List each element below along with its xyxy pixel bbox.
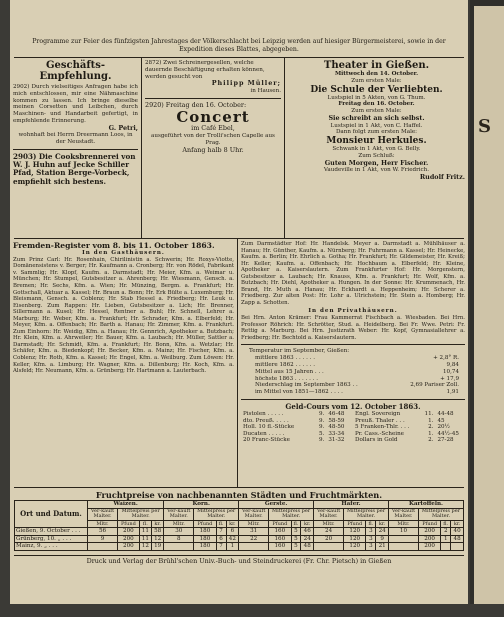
register-text: Zum Prinz Carl: Hr. Rosenhain, Chirilinistin a. Schwerin; Hr. Roxys-Viotte, Domänensistens v. Berger; Hr. Kaufmann a. Cronberg; Hr. von Rödel, Fabrikant v. Sammlig; Hr. Klopf, Kaufm. a. Darmstadt; Hr. Meier, Kfm. a. Weimar u. München; Hr. Stumpel, Gutsbesitzer a. Ahrenberg; Hr. Wiesmann, Gensch. a. Bremen; Hr. Sechs, Kfm. a. Wien; Hr. Münzing, Bergm. a. Frankfurt; Hr. Gottschall, Aktuar a. Kassel; Hr. Braun a. Bonn; Hr. Erk Bülte a. Luxemburg; Hr. Bleismann, Gensch. a. Coblenz; Hr. Stab Hessel a. Friedberg; Hr. Leuk u. Eisenberg. Zum Rappen: Hr. Lieben, Gutsbesitzer a. Lich; Hr. Brenner, Sillermann a. Kusel; Hr. Hessel, Rentner a. Buhl; Hr. Schnell, Lehrer a. Marburg; Hr. Weber, Kfm. a. Frankfurt; Hr. Schrader, Kfm. a. Elberfeld; Hr. Meyer, Kfm. a. Offenbach; Hr. Barth a. Hanau; Hr. Zimmer, Kfm. a. Frankfurt. Zum Einhorn: Hr. Weidig, Kfm. a. Hanau; Hr. Gennrich, Apotheker a. Butzbach; Hr. Klein, Kfm. a. Ahrweiler; Hr. Bauer, Kfm. a. Laubach; Hr. Müller, Sattler a. Darmstadt; Hr. Schmidt, Kfm. a. Frankfurt; Hr. Bonn, Kfm. a. Wetzlar; Hr. Schäfer, Kfm. a. Biedenkopf; Hr. Becker, Kfm. a. Mainz; Hr. Fischer, Kfm. a. Coblenz; Hr. Roth, Kfm. a. Kassel; Hr. Engel, Kfm. a. Weilburg. Zum Löwen: Hr. Keller, Kfm. a. Limburg; Hr. Wagner, Kfm. a. Dillenburg; Hr. Koch, Kfm. a. Alsfeld; Hr. Neumann, Kfm. a. Grünberg; Hr. Hartmann a. Lauterbach. bbox=[13, 256, 234, 375]
ad1-body: 2902) Durch vielseitiges Anfragen habe ich mich entschlossen, mir eine Nähmaschine kommen zu lassen. Ich bringe dieselbe meinen Corsetten und Leibchen, durch Maschinen- und Handarbeit gefertigt, in empfehlende Erinnerung. bbox=[13, 84, 138, 124]
ad5-play2: Sie schreibt an sich selbst. bbox=[328, 113, 425, 122]
fruit-cell: 19 bbox=[151, 543, 163, 551]
ad5-play1: Die Schule der Verliebten. bbox=[310, 84, 443, 95]
divider bbox=[241, 344, 465, 345]
ad5-line4: Freitag den 16. October. bbox=[338, 101, 415, 108]
fruit-cell: 3 bbox=[366, 528, 376, 536]
fruit-unit: Pfund bbox=[269, 520, 291, 528]
gold-row bbox=[241, 431, 353, 438]
weather-value: + 17,9 bbox=[440, 375, 459, 382]
coin-name: Holl. 10 fl.-Stücke bbox=[243, 424, 295, 431]
weather-row bbox=[241, 355, 465, 362]
fruit-section bbox=[10, 488, 468, 551]
weather-value: 2,69 Pariser Zoll. bbox=[410, 382, 459, 389]
fruit-cell: 24 bbox=[301, 535, 314, 543]
coin-sell: 46-48 bbox=[328, 411, 345, 418]
fruit-subheader: Ver-kauft Malter. bbox=[88, 508, 118, 520]
weather-label: Mittel aus 15 Jahren . . . bbox=[255, 368, 324, 375]
newspaper-page bbox=[10, 0, 468, 604]
ad3-body: 2872) Zwei Schreinergesellen, welche dauernde Beschäftigung erhalten können, werden gesucht von bbox=[145, 60, 265, 80]
coin-sell: 31-32 bbox=[328, 437, 345, 444]
coin-name: 20 Franc-Stücke bbox=[243, 437, 290, 444]
fruit-cell: 12 bbox=[151, 535, 163, 543]
register-row bbox=[10, 239, 468, 487]
fruit-cell: 200 bbox=[118, 543, 140, 551]
fruit-cell: 31 bbox=[239, 528, 269, 536]
next-page-sliver bbox=[474, 6, 504, 606]
coin-sell: 27-28 bbox=[437, 437, 454, 444]
fruit-subheader: Ver-kauft Malter. bbox=[239, 508, 269, 520]
fruit-cell: 1 bbox=[441, 535, 451, 543]
fruit-cell: 2 bbox=[441, 528, 451, 536]
fruit-cell: 200 bbox=[418, 528, 440, 536]
fruit-subheader: Mittelpreis per Malter. bbox=[418, 508, 463, 520]
fruit-unit: kr. bbox=[451, 520, 464, 528]
fruit-cell bbox=[164, 543, 194, 551]
weather-row bbox=[241, 382, 465, 389]
ad5-line8: Schwank in 1 Akt, von G. Belly. bbox=[332, 146, 421, 153]
weather-row bbox=[241, 369, 465, 376]
weather-label: im Mittel von 1851—1862 . . . . bbox=[255, 389, 343, 396]
weather-value: 9,84 bbox=[446, 362, 459, 369]
register-sub2: In den Privathäusern. bbox=[308, 308, 398, 315]
fruit-table bbox=[14, 500, 464, 551]
ad5-title: Theater in Gießen. bbox=[323, 60, 430, 71]
fruit-cell bbox=[451, 543, 464, 551]
fruit-row bbox=[15, 528, 464, 536]
coin-buy: 11. bbox=[424, 411, 434, 418]
ad2-text: 2903) Die Cooksbrennerei von W. J. Huhn auf Jecke Schiller Pfad, Station Berge-Vorbeck, empfiehlt sich bestens. bbox=[13, 151, 136, 186]
ad5-line9: Zum Schluß: bbox=[358, 152, 395, 159]
fruit-cell: 24 bbox=[314, 528, 344, 536]
fruit-cell: 40 bbox=[451, 528, 464, 536]
fruit-cell: 200 bbox=[418, 543, 440, 551]
weather-value: 1,91 bbox=[446, 389, 459, 396]
fruit-cell: 1 bbox=[226, 543, 239, 551]
gold-right-table bbox=[353, 411, 465, 444]
fruit-unit: fl. bbox=[139, 520, 151, 528]
weather-label: mittlere 1862 . . . . . . bbox=[255, 362, 316, 369]
gold-tables bbox=[241, 411, 465, 444]
weather-heading: Temperatur im September, Gießen: bbox=[249, 348, 350, 355]
register-right-column bbox=[238, 239, 468, 487]
divider bbox=[145, 98, 281, 99]
fruit-cell: 160 bbox=[269, 543, 291, 551]
register-text3: Bei Hrn. Anton Krämer: Frau Kammerrat Fischbach a. Wiesbaden. Bei Hrn. Professor Röhrich: Hr. Schrötter, Stud. a. Heidelberg. Bei Fr. Wwe. Petri: Fr. Rettig a. Marburg. Bei Hrn. Justizrath Weber: Hr. Kopf, Gymnasiallehrer a. Friedberg; Hr. Bechtold a. Kaiserslautern. bbox=[241, 315, 465, 341]
fruit-cell: 120 bbox=[344, 535, 366, 543]
weather-value: + 2,8° R. bbox=[433, 355, 459, 362]
fruit-subheader: Ver-kauft Malter. bbox=[314, 508, 344, 520]
fruit-subheader: Mittelpreis per Malter. bbox=[194, 508, 239, 520]
fruit-row bbox=[15, 535, 464, 543]
coin-buy: 1. bbox=[428, 430, 434, 437]
fruit-cell: 160 bbox=[269, 535, 291, 543]
fruit-unit: Mltr. bbox=[239, 520, 269, 528]
fruit-cell: 180 bbox=[194, 528, 216, 536]
fruit-unit: kr. bbox=[151, 520, 163, 528]
top-notice: Programme zur Feier des fünfzigsten Jahrestages der Völkerschlacht bei Leipzig werden auf hiesiger Bürgermeisterei, sowie in der Expedition dieses Blattes, abgegeben. bbox=[32, 38, 446, 53]
ads-row bbox=[10, 58, 468, 238]
fruit-cell: 200 bbox=[118, 535, 140, 543]
register-title: Fremden-Register vom 8. bis 11. October 1863. bbox=[13, 241, 215, 250]
ads-left-column bbox=[10, 58, 142, 238]
gold-title: Geld-Cours vom 12. October 1863. bbox=[285, 402, 421, 412]
coin-name: 5 Franken-Thlr. . . . bbox=[355, 424, 410, 431]
gold-row bbox=[353, 411, 465, 418]
fruit-cell: 8 bbox=[164, 535, 194, 543]
fruit-unit: kr. bbox=[226, 520, 239, 528]
fruit-cell: 10 bbox=[388, 528, 418, 536]
fruit-cell bbox=[239, 543, 269, 551]
fruit-unit: Mltr. bbox=[314, 520, 344, 528]
coin-buy: 9. bbox=[319, 411, 325, 418]
ad5-line1: Mittwoch den 14. October. bbox=[334, 71, 419, 77]
fruit-cell: 180 bbox=[194, 535, 216, 543]
ad5-line2: Zum ersten Male: bbox=[351, 77, 402, 84]
fruit-subheader: Mittelpreis per Malter. bbox=[269, 508, 314, 520]
weather-label: mittlere 1863 . . . . . . bbox=[255, 355, 316, 362]
fruit-cell bbox=[441, 543, 451, 551]
fruit-cell: 58 bbox=[151, 528, 163, 536]
ad5-play3: Monsieur Herkules. bbox=[326, 136, 427, 147]
fruit-cell: 48 bbox=[451, 535, 464, 543]
ad3-name: Philipp Müller; bbox=[211, 79, 281, 88]
fruit-cell: 5 bbox=[291, 535, 301, 543]
register-left-column bbox=[10, 239, 238, 487]
fruit-cell: 48 bbox=[301, 543, 314, 551]
fruit-cell: 160 bbox=[269, 528, 291, 536]
coin-sell: 45 bbox=[437, 417, 445, 424]
register-sub1: In den Gasthäusern. bbox=[82, 250, 165, 256]
fruit-cell: 6 bbox=[226, 528, 239, 536]
fruit-title: Fruchtpreise von nachbenannten Städten und Fruchtmärkten. bbox=[95, 490, 383, 500]
fruit-cell: 21 bbox=[376, 543, 389, 551]
fruit-cell: 11 bbox=[139, 535, 151, 543]
gold-row bbox=[241, 418, 353, 425]
gold-row bbox=[241, 411, 353, 418]
fruit-subheader: Mittelpreis per Malter. bbox=[344, 508, 389, 520]
fruit-cell bbox=[388, 535, 418, 543]
weather-row bbox=[241, 376, 465, 383]
ads-right-column bbox=[285, 58, 468, 238]
ads-middle-column bbox=[142, 58, 285, 238]
coin-buy: 2. bbox=[428, 437, 434, 444]
fruit-unit: Pfund bbox=[418, 520, 440, 528]
fruit-cell bbox=[388, 543, 418, 551]
fruit-unit: Pfund bbox=[194, 520, 216, 528]
ad5-line7: Dann folgt zum ersten Male: bbox=[335, 129, 418, 136]
fruit-cell: 12 bbox=[139, 543, 151, 551]
weather-value: 10,74 bbox=[442, 368, 459, 375]
coin-buy: 9. bbox=[319, 437, 325, 444]
fruit-group-header: Waizen. bbox=[88, 501, 164, 509]
fruit-group-header: Korn. bbox=[164, 501, 239, 509]
coin-sell: 44-48 bbox=[437, 411, 454, 418]
fruit-cell: 42 bbox=[226, 535, 239, 543]
coin-sell: 48-50 bbox=[328, 424, 345, 431]
weather-row bbox=[241, 389, 465, 396]
weather-label: höchste 1863 . . . . . . . bbox=[255, 375, 319, 382]
fruit-cell: 6 bbox=[216, 535, 226, 543]
fruit-unit: fl. bbox=[291, 520, 301, 528]
fruit-cell: 11 bbox=[139, 528, 151, 536]
fruit-place: Mainz, 9. „ . . . bbox=[15, 543, 88, 551]
fruit-header-row bbox=[15, 501, 464, 509]
coin-sell: 44½-45 bbox=[437, 430, 459, 437]
fruit-place: Gießen, 9. October . . . bbox=[15, 528, 88, 536]
fruit-row bbox=[15, 543, 464, 551]
fruit-cell: 200 bbox=[118, 528, 140, 536]
weather-label: Niederschlag im September 1863 . . bbox=[255, 382, 358, 389]
fruit-group-header: Hafer. bbox=[314, 501, 389, 509]
fruit-place: Grünberg, 10. „ . . . bbox=[15, 535, 88, 543]
fruit-unit: fl. bbox=[216, 520, 226, 528]
fruit-cell: 30 bbox=[164, 528, 194, 536]
footer: Druck und Verlag der Brühl'schen Univ.-Buch- und Steindruckerei (Fr. Chr. Pietsch) in Gießen bbox=[86, 556, 392, 565]
fruit-unit: kr. bbox=[376, 520, 389, 528]
gold-row bbox=[241, 437, 353, 444]
coin-name: Dollars in Gold bbox=[355, 437, 398, 444]
coin-name: Pr. Cass.-Scheine bbox=[355, 430, 404, 437]
ad5-line3: Lustspiel in 5 Akten, von G. Thum. bbox=[327, 94, 426, 101]
coin-buy: 1. bbox=[428, 417, 434, 424]
ad5-line10: Vaudeville in 1 Akt, von W. Friedrich. bbox=[323, 167, 430, 174]
coin-name: Ducaten . . . . . bbox=[243, 430, 285, 437]
fruit-cell: 120 bbox=[344, 528, 366, 536]
weather-row bbox=[241, 362, 465, 369]
fruit-unit: kr. bbox=[301, 520, 314, 528]
fruit-cell: 120 bbox=[344, 543, 366, 551]
coin-name: Preuß. Thaler . . . bbox=[355, 417, 405, 424]
fruit-cell: 9 bbox=[88, 535, 118, 543]
ad5-line5: Zum ersten Male: bbox=[351, 108, 402, 115]
fruit-unit: Mltr. bbox=[388, 520, 418, 528]
ad4-line2: ausgeführt von der Trolli'schen Capelle aus Prag. bbox=[151, 132, 275, 146]
ad4-line3: Anfang halb 8 Uhr. bbox=[182, 145, 244, 154]
fruit-subheader: Ver-kauft Malter. bbox=[164, 508, 194, 520]
fruit-group-header: Gerste. bbox=[239, 501, 314, 509]
bottom-shadow bbox=[0, 604, 504, 617]
fruit-subheader: Mittelpreis per Malter. bbox=[118, 508, 164, 520]
fruit-cell: 180 bbox=[194, 543, 216, 551]
coin-buy: 2. bbox=[428, 424, 434, 431]
ad4-intro: 2920) Freitag den 16. October: bbox=[145, 100, 247, 109]
sliver-letter: S bbox=[478, 116, 491, 137]
gold-row bbox=[353, 431, 465, 438]
fruit-cell: 20 bbox=[314, 535, 344, 543]
coin-sell: 33-34 bbox=[328, 430, 345, 437]
fruit-cell: 22 bbox=[239, 535, 269, 543]
coin-sell: 20½ bbox=[437, 424, 450, 431]
weather-table bbox=[241, 355, 465, 396]
ad5-line6: Lustspiel in 1 Akt, von C. Haffel. bbox=[330, 122, 423, 129]
fruit-cell: 5 bbox=[291, 528, 301, 536]
ad5-signature: Rudolf Fritz. bbox=[419, 173, 465, 182]
fruit-cell: 46 bbox=[301, 528, 314, 536]
fruit-cell: 7 bbox=[216, 528, 226, 536]
ad1-address: wohnhaft bei Herrn Dreermann Loos, in der Neustadt. bbox=[18, 132, 133, 146]
fruit-cell: 7 bbox=[216, 543, 226, 551]
ad5-play4: Guten Morgen, Herr Fischer. bbox=[324, 158, 429, 167]
fruit-cell: 3 bbox=[366, 535, 376, 543]
fruit-cell: 9 bbox=[376, 535, 389, 543]
divider bbox=[13, 149, 138, 150]
fruit-cell: 5 bbox=[291, 543, 301, 551]
coin-name: Engl. Sovereign bbox=[355, 411, 401, 418]
coin-buy: 9. bbox=[319, 417, 325, 424]
ad4-line1: im Café Ebel, bbox=[191, 124, 235, 133]
fruit-cell: 3 bbox=[366, 543, 376, 551]
fruit-cell: 200 bbox=[418, 535, 440, 543]
coin-name: dto. Preuß. . . . . bbox=[243, 417, 289, 424]
fruit-unit: fl. bbox=[366, 520, 376, 528]
fruit-cell bbox=[314, 543, 344, 551]
ad1-signature: G. Petri, bbox=[108, 123, 138, 132]
fruit-unit: Pfund bbox=[344, 520, 366, 528]
fruit-place-header: Ort und Datum. bbox=[15, 501, 88, 528]
coin-name: Pistolen . . . . . bbox=[243, 411, 284, 418]
fruit-unit: Pfund bbox=[118, 520, 140, 528]
gold-row bbox=[353, 437, 465, 444]
fruit-subheader: Ver-kauft Malter. bbox=[388, 508, 418, 520]
fruit-unit: fl. bbox=[441, 520, 451, 528]
divider bbox=[241, 399, 465, 400]
gold-left-table bbox=[241, 411, 353, 444]
fruit-unit: Mltr. bbox=[164, 520, 194, 528]
fruit-cell: 56 bbox=[88, 528, 118, 536]
fruit-cell: 24 bbox=[376, 528, 389, 536]
fruit-group-header: Kartoffeln. bbox=[388, 501, 463, 509]
fruit-unit: Mltr. bbox=[88, 520, 118, 528]
fruit-cell bbox=[88, 543, 118, 551]
gold-row bbox=[241, 424, 353, 431]
register-text2: Zum Darmstädter Hof: Hr. Handelsk. Meyer a. Darmstadt a. Mühlhäuser a. Hanau; Hr. Günther, Kaufm. a. Nürnberg; Hr. Fuhrmann a. Kassel; Hr. Heinecke, Kaufm. a. Berlin; Hr. Ehrlich a. Gotha; Hr. Frankfurt; Hr. Gildemeister, Hr. Kreiß; Hr. Keller, Kaufm. a. Offenbach; Hr. Hochbaum a. Elberfeld; Hr. Kleine, Apotheker a. Kaiserslautern. Zum Frankfurter Hof: Hr. Morgenstern, Gutsbesitzer a. Laubach; Hr. Knauss, Kfm. a. Frankfurt; Hr. Wolf, Kfm. a. Butzbach; Hr. Diehl, Apotheker a. Hungen. In der Sonne: Hr. Krummenach, Hr. Brand, Hr. Muth a. Hanau; Hr. Eckhardt a. Heppenheim; Hr. Scherer a. Friedberg. Zur alten Post: Hr. Lohr a. Ulrichstein; Hr. Stein a. Homberg; Hr. Zapp a. Schotten. bbox=[241, 241, 465, 306]
ad3-place: in Hausen. bbox=[250, 87, 281, 94]
gold-row bbox=[353, 424, 465, 431]
ad1-title: Geschäfts-Empfehlung. bbox=[39, 60, 112, 82]
coin-sell: 58-59 bbox=[328, 417, 345, 424]
ad4-title: Concert bbox=[176, 108, 250, 127]
coin-buy: 9. bbox=[319, 424, 325, 431]
coin-buy: 5. bbox=[319, 430, 325, 437]
